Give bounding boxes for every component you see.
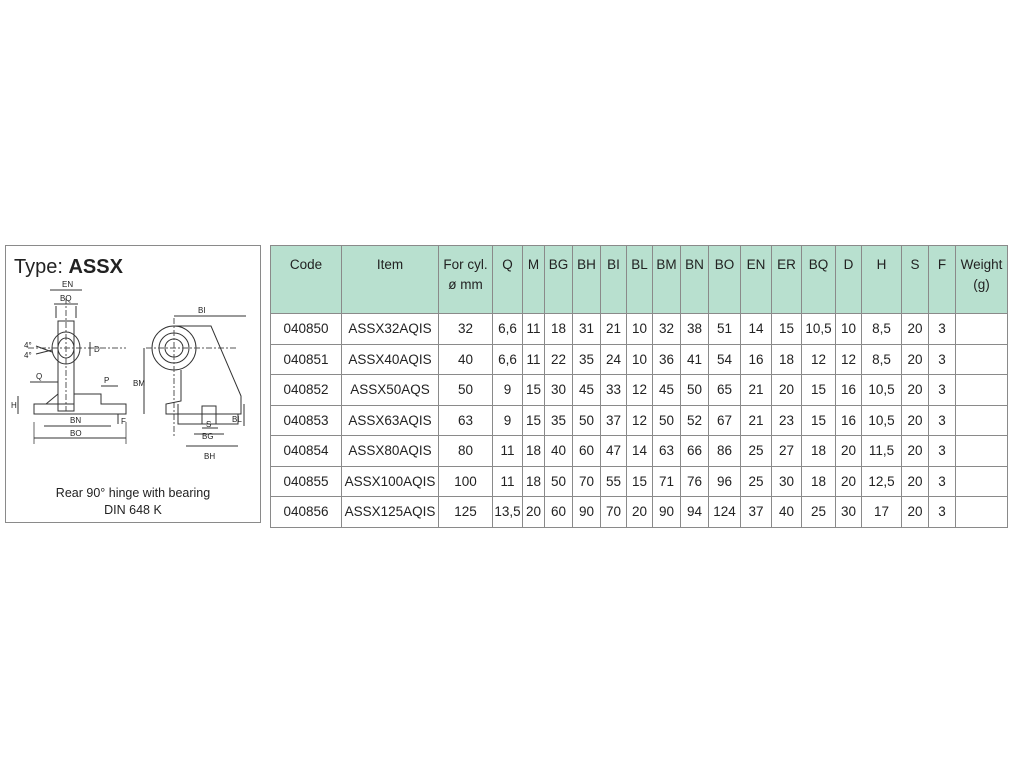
table-cell: 50 [681,375,709,406]
table-cell: 15 [802,405,836,436]
table-cell: 040850 [271,314,342,345]
dimensions-table [270,245,1008,528]
dim-h-label: H [11,401,17,410]
table-cell: 37 [601,405,627,436]
table-cell: 15 [523,375,545,406]
table-cell: 11,5 [862,436,902,467]
column-header: For cyl. ø mm [439,246,493,314]
table-cell: 32 [653,314,681,345]
caption-line-2: DIN 648 K [104,503,162,517]
column-header: BL [627,246,653,314]
table-cell: 3 [929,436,956,467]
table-cell: 40 [545,436,573,467]
table-cell: 21 [741,375,772,406]
table-cell: 63 [653,436,681,467]
table-cell: 100 [439,466,493,497]
table-cell: 35 [545,405,573,436]
table-cell: 51 [709,314,741,345]
table-cell: 36 [653,344,681,375]
dim-bq-label: BQ [60,294,72,303]
table-cell: 60 [545,497,573,528]
table-cell: 94 [681,497,709,528]
table-cell: 040851 [271,344,342,375]
table-header-row [271,246,1008,314]
table-cell: 65 [709,375,741,406]
column-header: ER [772,246,802,314]
table-cell [956,497,1008,528]
table-cell: 70 [573,466,601,497]
table-row [271,344,1008,375]
table-cell: 50 [653,405,681,436]
table-cell: 52 [681,405,709,436]
table-cell [956,344,1008,375]
dim-bo-label: BO [70,429,82,438]
column-header: D [836,246,862,314]
table-cell: 3 [929,344,956,375]
table-cell [956,466,1008,497]
table-cell: 38 [681,314,709,345]
table-cell: 86 [709,436,741,467]
column-header: EN [741,246,772,314]
column-header: BH [573,246,601,314]
table-cell: 15 [772,314,802,345]
column-header: BI [601,246,627,314]
table-cell: ASSX125AQIS [342,497,439,528]
technical-drawing [6,246,260,482]
column-header: F [929,246,956,314]
table-cell: 040852 [271,375,342,406]
table-cell: 27 [772,436,802,467]
dim-bn-label: BN [70,416,82,425]
type-name: ASSX [68,256,123,278]
table-cell: 30 [772,466,802,497]
column-header: BM [653,246,681,314]
table-cell: 45 [573,375,601,406]
table-cell: 20 [902,466,929,497]
dim-en-label: EN [62,280,74,289]
table-cell: 14 [627,436,653,467]
table-cell: 9 [493,375,523,406]
table-cell: 22 [545,344,573,375]
dim-bi-label: BI [198,306,206,315]
table-cell: 18 [802,436,836,467]
column-header: Q [493,246,523,314]
table-row [271,466,1008,497]
table-cell: 41 [681,344,709,375]
table-row [271,497,1008,528]
dim-d-label: D [94,345,100,354]
table-cell: 10,5 [862,375,902,406]
table-cell: 20 [772,375,802,406]
table-body [271,314,1008,528]
column-header: H [862,246,902,314]
table-row [271,405,1008,436]
table-cell: 80 [439,436,493,467]
table-cell: 18 [523,466,545,497]
column-header: S [902,246,929,314]
dim-angle2-label: 4° [24,351,32,360]
table-cell: 50 [573,405,601,436]
table-cell: 20 [902,436,929,467]
table-cell: 20 [902,344,929,375]
table-cell: 12 [802,344,836,375]
table-cell: 040855 [271,466,342,497]
table-cell: 40 [439,344,493,375]
table-cell: 21 [741,405,772,436]
dim-f-label: F [121,417,126,426]
caption-line-1: Rear 90° hinge with bearing [55,486,211,500]
dim-q-label: Q [36,372,43,381]
table-cell: ASSX80AQIS [342,436,439,467]
column-header: M [523,246,545,314]
table-cell: 96 [709,466,741,497]
table-cell: ASSX50AQS [342,375,439,406]
column-header: BQ [802,246,836,314]
table-cell: 25 [741,466,772,497]
table-cell [956,375,1008,406]
table-cell: 12,5 [862,466,902,497]
table-cell: 18 [772,344,802,375]
table-cell: 32 [439,314,493,345]
column-header: Weight (g) [956,246,1008,314]
table-cell: 54 [709,344,741,375]
table-cell: 20 [523,497,545,528]
table-cell: 16 [741,344,772,375]
table-cell: 25 [802,497,836,528]
table-cell: 31 [573,314,601,345]
table-cell: 18 [802,466,836,497]
table-cell: 20 [627,497,653,528]
table-cell: 11 [523,344,545,375]
table-cell: 33 [601,375,627,406]
table-cell: 90 [573,497,601,528]
table-cell: 24 [601,344,627,375]
table-cell: 12 [836,344,862,375]
table-row [271,436,1008,467]
table-cell: 040854 [271,436,342,467]
table-cell: 50 [545,466,573,497]
table-cell: 12 [627,405,653,436]
table-cell: 13,5 [493,497,523,528]
table-cell: 30 [545,375,573,406]
dim-angle1-label: 4° [24,341,32,350]
table-cell: 50 [439,375,493,406]
table-cell: 11 [523,314,545,345]
table-cell: 20 [902,405,929,436]
table-cell: 67 [709,405,741,436]
table-cell: 124 [709,497,741,528]
table-cell: 23 [772,405,802,436]
table-cell: 20 [902,375,929,406]
table-cell: 16 [836,375,862,406]
table-cell: 37 [741,497,772,528]
table-cell: 11 [493,436,523,467]
table-cell: 20 [836,466,862,497]
table-cell: 125 [439,497,493,528]
table-cell: 63 [439,405,493,436]
table-cell: 3 [929,405,956,436]
table-cell: 040856 [271,497,342,528]
table-cell: ASSX32AQIS [342,314,439,345]
dim-s-label: S [206,420,212,429]
table-cell: 18 [523,436,545,467]
table-row [271,314,1008,345]
table-cell: 30 [836,497,862,528]
table-cell: 15 [523,405,545,436]
table-cell: 21 [601,314,627,345]
table-cell: 10 [627,344,653,375]
table-cell: 76 [681,466,709,497]
table-cell: 60 [573,436,601,467]
table-cell: 66 [681,436,709,467]
table-cell: 3 [929,375,956,406]
table-cell: 12 [627,375,653,406]
table-cell: 25 [741,436,772,467]
column-header: BG [545,246,573,314]
table-cell: 10,5 [862,405,902,436]
table-cell: 15 [802,375,836,406]
table-cell: 10,5 [802,314,836,345]
table-cell: 9 [493,405,523,436]
table-cell: 17 [862,497,902,528]
dim-bh-label: BH [204,452,216,461]
column-header: Item [342,246,439,314]
table-cell: 6,6 [493,344,523,375]
table-cell [956,436,1008,467]
table-cell: 11 [493,466,523,497]
table-cell: 70 [601,497,627,528]
table-cell: ASSX40AQIS [342,344,439,375]
column-header: Code [271,246,342,314]
dim-bg-label: BG [202,432,214,441]
table-cell: ASSX63AQIS [342,405,439,436]
table-cell: 14 [741,314,772,345]
table-cell: ASSX100AQIS [342,466,439,497]
table-cell: 3 [929,466,956,497]
table-cell [956,314,1008,345]
type-prefix: Type: [14,256,69,278]
column-header: BN [681,246,709,314]
table-cell: 8,5 [862,314,902,345]
table-cell: 40 [772,497,802,528]
table-cell: 20 [836,436,862,467]
table-cell: 47 [601,436,627,467]
table-cell: 040853 [271,405,342,436]
column-header: BO [709,246,741,314]
table-cell: 15 [627,466,653,497]
table-cell: 20 [902,497,929,528]
table-cell: 6,6 [493,314,523,345]
table-cell: 90 [653,497,681,528]
table-cell: 18 [545,314,573,345]
table-cell: 20 [902,314,929,345]
table-cell: 8,5 [862,344,902,375]
table-cell [956,405,1008,436]
table-cell: 3 [929,314,956,345]
table-cell: 71 [653,466,681,497]
table-cell: 10 [836,314,862,345]
table-cell: 16 [836,405,862,436]
table-cell: 10 [627,314,653,345]
table-cell: 55 [601,466,627,497]
table-row [271,375,1008,406]
table-cell: 45 [653,375,681,406]
dim-bl-label: BL [232,415,242,424]
table-cell: 3 [929,497,956,528]
dim-p-label: P [104,376,110,385]
table-cell: 35 [573,344,601,375]
dim-bm-label: BM [133,379,145,388]
drawing-panel [5,245,261,523]
